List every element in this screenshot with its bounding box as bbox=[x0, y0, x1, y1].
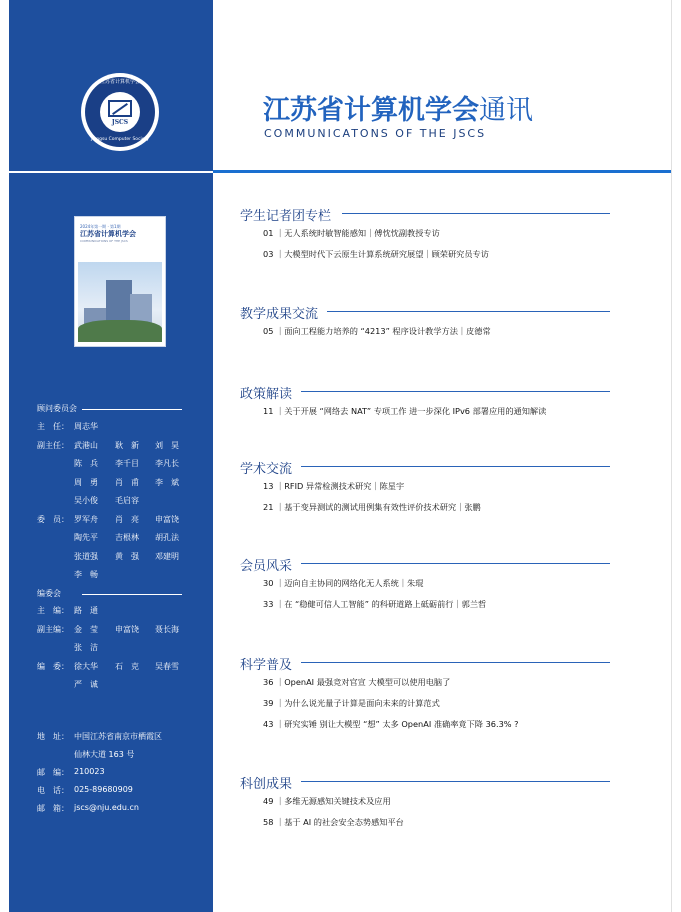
advisory-member-name: 胡孔法 bbox=[155, 533, 179, 542]
editorial-heading: 编委会 bbox=[37, 589, 61, 598]
advisory-member-name: 吉根林 bbox=[115, 533, 139, 542]
advisory-member-name: 罗军舟 bbox=[74, 514, 98, 524]
contact-label: 电 话： bbox=[37, 786, 69, 795]
advisory-member-name: 李 畅 bbox=[74, 570, 98, 579]
toc-entry[interactable]: 13 ｜RFID 异常检测技术研究｜陈星宇 bbox=[263, 481, 405, 491]
logo-ring-text-top: 江苏省计算机学会 bbox=[99, 79, 140, 85]
toc-section-title: 教学成果交流 bbox=[240, 307, 319, 322]
editorial-member-name: 徐大华 bbox=[74, 661, 98, 671]
editorial-role-label: 编 委： bbox=[37, 661, 69, 671]
toc-section-rule bbox=[342, 213, 610, 214]
editorial-member-name: 路 通 bbox=[74, 606, 98, 615]
toc-entry[interactable]: 58 ｜基于 AI 的社会安全态势感知平台 bbox=[263, 817, 404, 827]
advisory-member-name: 毛启容 bbox=[115, 496, 139, 505]
toc-section-rule bbox=[301, 563, 610, 564]
toc-section-rule bbox=[301, 781, 610, 782]
page-border bbox=[671, 0, 672, 912]
society-logo bbox=[81, 73, 159, 151]
logo-ring bbox=[85, 77, 155, 147]
masthead-title bbox=[263, 88, 533, 127]
logo-inner bbox=[100, 92, 140, 132]
advisory-heading: 顾问委员会 bbox=[37, 404, 77, 413]
advisory-member-name: 李凡长 bbox=[155, 459, 179, 468]
toc-section-title: 科学普及 bbox=[240, 658, 293, 673]
advisory-member-name: 周志华 bbox=[74, 422, 98, 431]
advisory-role-label: 主 任： bbox=[37, 422, 69, 431]
masthead-title-bold: 江苏省计算机学会 bbox=[263, 95, 479, 126]
advisory-member-name: 黄 强 bbox=[115, 551, 139, 561]
contact-value: 025-89680909 bbox=[74, 785, 133, 794]
editorial-member-name: 吴春雪 bbox=[155, 661, 179, 671]
toc-section-rule bbox=[327, 311, 610, 312]
toc-section-rule bbox=[301, 466, 610, 467]
advisory-role-label: 委 员： bbox=[37, 514, 69, 524]
toc-entry[interactable]: 39 ｜为什么说光量子计算是面向未来的计算范式 bbox=[263, 698, 440, 708]
toc-section-rule bbox=[301, 662, 610, 663]
tree-shape bbox=[78, 320, 162, 342]
contact-value: 仙林大道 163 号 bbox=[74, 750, 135, 759]
advisory-member-name: 陈 兵 bbox=[74, 459, 98, 468]
advisory-member-name: 武港山 bbox=[74, 440, 98, 450]
editorial-role-label: 副主编： bbox=[37, 624, 69, 634]
toc-section-rule bbox=[301, 391, 610, 392]
editorial-role-label: 主 编： bbox=[37, 606, 69, 615]
sidebar-divider bbox=[9, 171, 213, 173]
contact-value: jscs@nju.edu.cn bbox=[74, 803, 139, 812]
advisory-member-name: 申富饶 bbox=[155, 514, 179, 524]
advisory-member-name: 周 勇 bbox=[74, 477, 98, 487]
toc-section-title: 会员风采 bbox=[240, 559, 293, 574]
toc-entry[interactable]: 43 ｜研究实锤 别让大模型 “想” 太多 OpenAI 准确率竟下降 36.3% ? bbox=[263, 719, 519, 729]
toc-entry[interactable]: 36 ｜OpenAI 最强竞对官宣 大模型可以使用电脑了 bbox=[263, 677, 451, 687]
editorial-member-name: 申富饶 bbox=[115, 624, 139, 634]
toc-section-title: 科创成果 bbox=[240, 777, 293, 792]
toc-entry[interactable]: 11 ｜关于开展 “网络去 NAT” 专项工作 进一步深化 IPv6 部署应用的通知解读 bbox=[263, 406, 547, 416]
editorial-heading-line bbox=[82, 594, 182, 595]
advisory-member-name: 李 斌 bbox=[155, 477, 179, 487]
toc-entry[interactable]: 49 ｜多维无源感知关键技术及应用 bbox=[263, 796, 391, 806]
toc-entry[interactable]: 21 ｜基于变异测试的测试用例集有效性评价技术研究｜张鹏 bbox=[263, 502, 481, 512]
contact-label: 地 址： bbox=[37, 732, 69, 741]
advisory-member-name: 李千目 bbox=[115, 459, 139, 468]
toc-section-title: 学术交流 bbox=[240, 462, 293, 477]
toc-entry[interactable]: 33 ｜在 “稳健可信人工智能” 的科研道路上砥砺前行｜郭兰哲 bbox=[263, 599, 487, 609]
advisory-member-name: 耿 新 bbox=[115, 440, 139, 450]
monitor-icon bbox=[108, 100, 132, 117]
advisory-role-label: 副主任： bbox=[37, 440, 69, 450]
header-divider bbox=[213, 170, 671, 173]
toc-entry[interactable]: 01 ｜无人系统时敏智能感知｜傅忱忱副教授专访 bbox=[263, 228, 440, 238]
masthead-title-light: 通讯 bbox=[479, 95, 533, 126]
logo-ring-text-bottom: Jiangsu Computer Society bbox=[90, 137, 149, 142]
editorial-member-name: 张 洁 bbox=[74, 643, 98, 652]
toc-section-title: 政策解读 bbox=[240, 387, 293, 402]
toc-entry[interactable]: 05 ｜面向工程能力培养的 “4213” 程序设计教学方法｜皮德常 bbox=[263, 326, 491, 336]
toc-entry[interactable]: 30 ｜迈向自主协同的网络化无人系统｜朱琨 bbox=[263, 578, 424, 588]
toc-section-title: 学生记者团专栏 bbox=[240, 209, 332, 224]
editorial-member-name: 严 诚 bbox=[74, 680, 98, 689]
advisory-member-name: 邓建明 bbox=[155, 551, 179, 561]
contact-label: 邮 编： bbox=[37, 768, 69, 777]
editorial-member-name: 聂长海 bbox=[155, 624, 179, 634]
advisory-member-name: 吴小俊 bbox=[74, 496, 98, 505]
advisory-heading-line bbox=[82, 409, 182, 410]
toc-entry[interactable]: 03 ｜大模型时代下云原生计算系统研究展望｜顾荣研究员专访 bbox=[263, 249, 489, 259]
editorial-member-name: 金 莹 bbox=[74, 624, 98, 634]
advisory-member-name: 肖 甫 bbox=[115, 477, 139, 487]
cover-thumbnail bbox=[74, 216, 166, 347]
masthead-subtitle: COMMUNICATONS OF THE JSCS bbox=[264, 127, 487, 140]
contact-value: 210023 bbox=[74, 767, 105, 776]
advisory-member-name: 张道强 bbox=[74, 551, 98, 561]
contact-value: 中国江苏省南京市栖霞区 bbox=[74, 732, 162, 741]
contact-label: 邮 箱： bbox=[37, 804, 69, 813]
cover-building-photo bbox=[78, 262, 162, 342]
advisory-member-name: 肖 亮 bbox=[115, 514, 139, 524]
editorial-member-name: 石 克 bbox=[115, 661, 139, 671]
cover-issue: 2024年第一期 · 第1期 bbox=[80, 224, 121, 229]
cover-title: 江苏省计算机学会 bbox=[80, 230, 136, 238]
logo-center-text: JSCS bbox=[111, 119, 129, 126]
advisory-member-name: 刘 昊 bbox=[155, 440, 179, 450]
advisory-member-name: 陶先平 bbox=[74, 533, 98, 542]
cover-subtitle: COMMUNICATIONS OF THE JSCS bbox=[80, 239, 128, 243]
